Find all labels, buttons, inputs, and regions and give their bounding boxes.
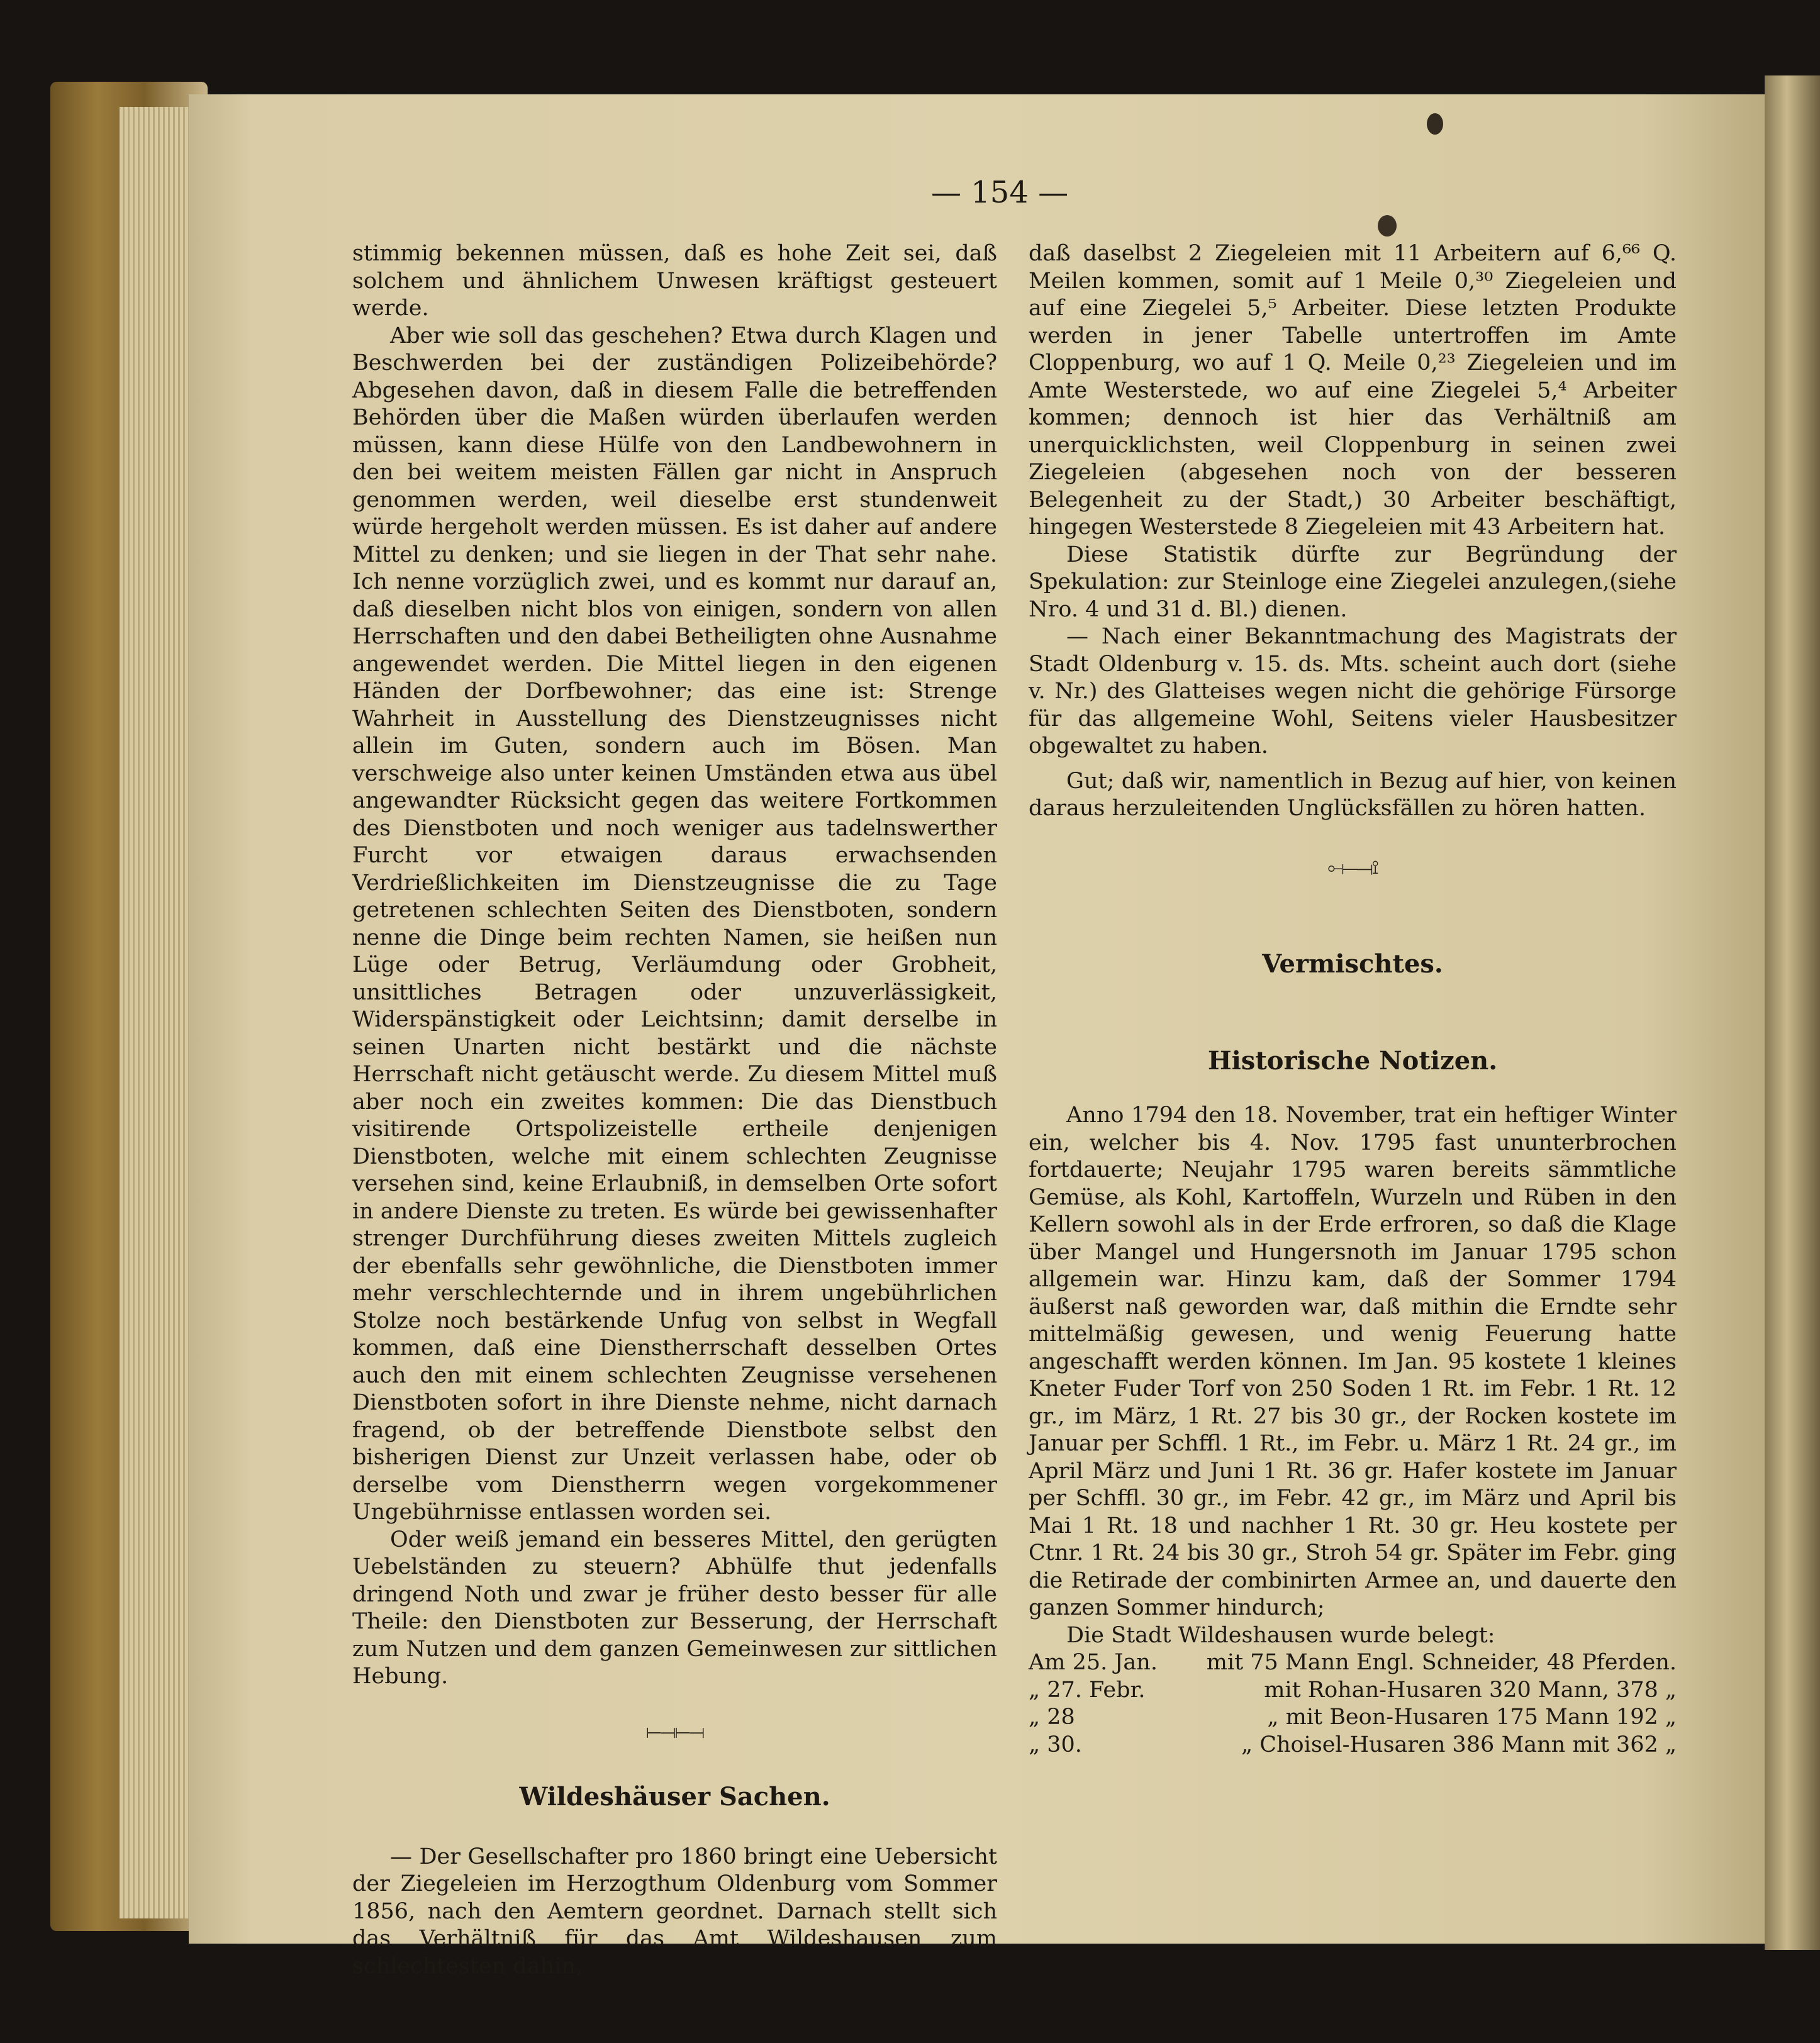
ornament-divider: ⟝⟞⟝⟞ (645, 1720, 704, 1743)
section-heading: Historische Notizen. (1207, 1045, 1498, 1076)
entry: „ mit Beon-Husaren 175 Mann 192 „ (1267, 1705, 1677, 1730)
section-heading: Wildeshäuser Sachen. (519, 1782, 830, 1812)
list-item (1029, 1704, 1677, 1732)
ink-stain (1427, 113, 1443, 135)
date: „ 28 (1029, 1705, 1075, 1730)
paragraph: Diese Statistik dürfte zur Begründung der Spekulation: zur Steinloge eine Ziegelei anzulegen,(siehe Nro. 4 und 31 d. Bl.) dienen. (1029, 542, 1677, 622)
paragraph: Die Stadt Wildeshausen wurde belegt: (1066, 1622, 1495, 1648)
page-number: — 154 — (931, 175, 1069, 210)
paragraph: Oder weiß jemand ein besseres Mittel, den gerügten Uebelständen zu steuern? Abhülfe thut jedenfalls dringend Noth und zwar je früher desto besser für alle Theile: den Dienstboten zur Besserung, der Herrschaft zum Nutzen und dem ganzen Gemeinwesen zur sittlichen Hebung. (352, 1527, 997, 1689)
ornament-divider: ⟜⟝⟞⟟ (1327, 856, 1378, 879)
paragraph: — Der Gesellschafter pro 1860 bringt eine Uebersicht der Ziegeleien im Herzogthum Oldenburg vom Sommer 1856, nach den Aemtern geordnet. Darnach stellt sich das Verhältniß für das Amt Wildeshausen zum schlechtesten dahin, (352, 1844, 997, 1979)
date: Am 25. Jan. (1029, 1650, 1158, 1675)
right-column (1029, 240, 1677, 1759)
quartering-list (1029, 1649, 1677, 1759)
paragraph: Gut; daß wir, namentlich in Bezug auf hier, von keinen daraus herzuleitenden Unglücksfällen zu hören hatten. (1029, 768, 1677, 821)
paragraph: — Nach einer Bekanntmachung des Magistrats der Stadt Oldenburg v. 15. ds. Mts. scheint auch dort (siehe v. Nr.) des Glatteises wegen nicht die gehörige Fürsorge für das allgemeine Wohl, Seitens vieler Hausbesitzer obgewaltet zu haben. (1029, 624, 1677, 759)
date: „ 30. (1029, 1732, 1082, 1757)
entry: mit 75 Mann Engl. Schneider, 48 Pferden. (1206, 1650, 1677, 1675)
list-item (1029, 1649, 1677, 1677)
list-item (1029, 1677, 1677, 1705)
paragraph: Aber wie soll das geschehen? Etwa durch Klagen und Beschwerden bei der zuständigen Polizeibehörde? Abgesehen davon, daß in diesem Falle die betreffenden Behörden über die Maßen würden überlaufen werden müssen, kann diese Hülfe von den Landbewohnern in den bei weitem meisten Fällen gar nicht in Anspruch genommen werden, weil dieselbe erst stundenweit würde hergeholt werden müssen. Es ist daher auf andere Mittel zu denken; und sie liegen in der That sehr nahe. Ich nenne vorzüglich zwei, und es kommt nur darauf an, daß dieselben nicht blos von einigen, sondern von allen Herrschaften und den dabei Betheiligten ohne Ausnahme angewendet werden. Die Mittel liegen in den eigenen Händen der Dorfbewohner; das eine ist: Strenge Wahrheit in Ausstellung des Dienstzeugnisses nicht allein im Guten, sondern auch im Bösen. Man verschweige also unter keinen Umständen etwa aus übel angewandter Rücksicht gegen das weitere Fortkommen des Dienstboten und noch weniger aus tadelnswerther Furcht vor etwaigen daraus erwachsenden Verdrießlichkeiten im Dienstzeugnisse die zu Tage getretenen schlechten Seiten des Dienstboten, sondern nenne die Dinge beim rechten Namen, sie heißen nun Lüge oder Betrug, Verläumdung oder Grobheit, unsittliches Betragen oder unzuverlässigkeit, Widerspänstigkeit oder Leichtsinn; damit derselbe in seinen Unarten nicht bestärkt und die nächste Herrschaft nicht getäuscht werde. Zu diesem Mittel muß aber noch ein zweites kommen: Die das Dienstbuch visitirende Ortspolizeistelle ertheile denjenigen Dienstboten, welche mit einem schlechten Zeugnisse versehen sind, keine Erlaubniß, in demselben Orte sofort in andere Dienste zu treten. Es würde bei gewissenhafter strenger Durchführung dieses zweiten Mittels zugleich der ebenfalls sehr gewöhnliche, die Dienstboten immer mehr verschlechternde und in ihrem ungebührlichen Stolze noch bestärkende Unfug von selbst in Wegfall kommen, daß eine Dienstherrschaft desselben Ortes auch den mit einem schlechten Zeugnisse versehenen Dienstboten sofort in ihre Dienste nehme, nicht darnach fragend, ob der betreffende Dienstbote selbst den bisherigen Dienst zur Unzeit verlassen habe, oder ob derselbe vom Dienstherrn wegen vorgekommener Ungebührnisse entlassen worden sei. (352, 323, 997, 1525)
left-column (352, 240, 997, 1980)
date: „ 27. Febr. (1029, 1677, 1146, 1703)
paragraph: daß daselbst 2 Ziegeleien mit 11 Arbeitern auf 6,⁶⁶ Q. Meilen kommen, somit auf 1 Meile 0,³⁰ Ziegeleien und auf eine Ziegelei 5,⁵ Arbeiter. Diese letzten Produkte werden in jener Tabelle untertroffen im Amte Cloppenburg, wo auf 1 Q. Meile 0,²³ Ziegeleien und im Amte Westerstede, wo auf eine Ziegelei 5,⁴ Arbeiter kommen; dennoch ist hier das Verhältniß am unerquicklichsten, weil Cloppenburg in seinen zwei Ziegeleien (abgesehen noch von der besseren Belegenheit zu der Stadt,) 30 Arbeiter beschäftigt, hingegen Westerstede 8 Ziegeleien mit 43 Arbeitern hat. (1029, 241, 1677, 540)
entry: mit Rohan-Husaren 320 Mann, 378 „ (1264, 1677, 1677, 1703)
paragraph: Anno 1794 den 18. November, trat ein heftiger Winter ein, welcher bis 4. Nov. 1795 fast ununterbrochen fortdauerte; Neujahr 1795 waren bereits sämmtliche Gemüse, als Kohl, Kartoffeln, Wurzeln und Rüben in den Kellern sowohl als in der Erde erfroren, so daß die Klage über Mangel und Hungersnoth im Januar 1795 schon allgemein war. Hinzu kam, daß der Sommer 1794 äußerst naß geworden war, daß mithin die Erndte sehr mittelmäßig gewesen, und wenig Feuerung hatte angeschafft werden können. Im Jan. 95 kostete 1 kleines Kneter Fuder Torf von 250 Soden 1 Rt. im Febr. 1 Rt. 12 gr., im März, 1 Rt. 27 bis 30 gr., der Rocken kostete im Januar per Schffl. 1 Rt., im Febr. u. März 1 Rt. 24 gr., im April März und Juni 1 Rt. 36 gr. Hafer kostete im Januar per Schffl. 30 gr., im Febr. 42 gr., im März und April bis Mai 1 Rt. 18 und nachher 1 Rt. 30 gr. Heu kostete per Ctnr. 1 Rt. 24 bis 30 gr., Stroh 54 gr. Später im Febr. ging die Retirade der combinirten Armee an, und dauerte den ganzen Sommer hindurch; (1029, 1103, 1677, 1620)
page-edges (120, 107, 195, 1918)
section-heading: Vermischtes. (1262, 949, 1443, 979)
paragraph: stimmig bekennen müssen, daß es hohe Zeit sei, daß solchem und ähnlichem Unwesen kräftigst gesteuert werde. (352, 241, 997, 321)
book-edge-right (1765, 75, 1820, 1950)
entry: „ Choisel-Husaren 386 Mann mit 362 „ (1241, 1732, 1677, 1757)
list-item (1029, 1732, 1677, 1759)
ink-stain (1378, 215, 1397, 237)
